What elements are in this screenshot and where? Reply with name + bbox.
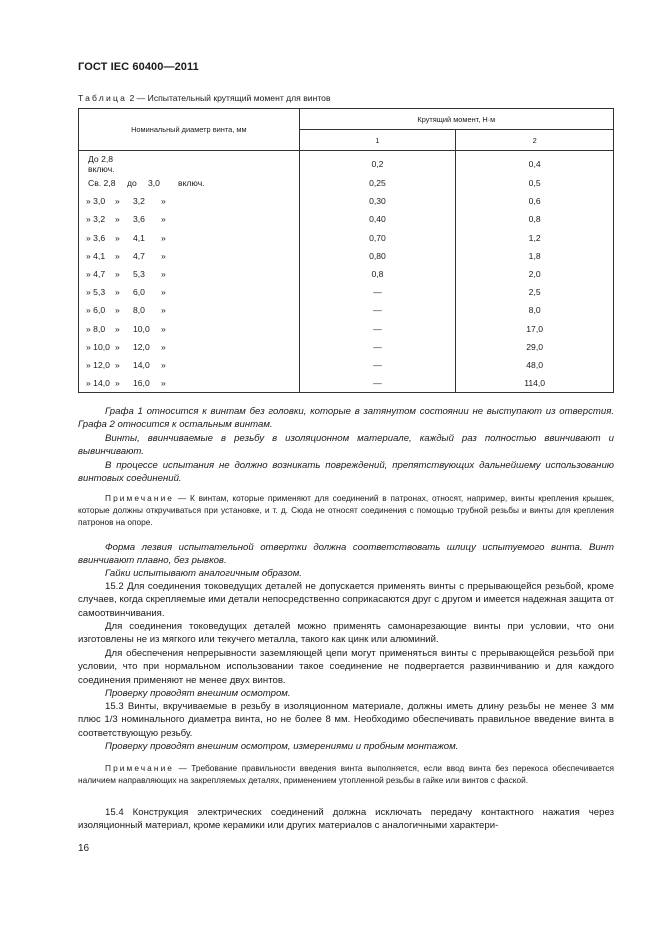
note-2-label: Примечание	[105, 763, 175, 773]
diameter-cell	[79, 301, 300, 319]
torque-v2-cell: 2,0	[456, 265, 614, 283]
diameter-part-a: » 3,0	[86, 196, 106, 207]
header-torque: Крутящий момент, Н·м	[299, 109, 613, 130]
torque-v2-cell: 29,0	[456, 338, 614, 356]
diameter-cell	[79, 247, 300, 265]
paragraph-15-3: 15.3 Винты, вкручиваемые в резьбу в изоляционном материале, должны иметь длину резьбы не менее 3 мм плюс 1/3 номинального диаметра винта, но не более 8 мм. Необходимо обеспечивать правильное введение винта в соответствующую резьбу.	[78, 701, 614, 739]
diameter-part-d: »	[161, 214, 166, 225]
paragraph-15-2: 15.2 Для соединения токоведущих деталей не допускается применять винты с прерывающейся резьбой, кроме случаев, когда скрепляемые ими детали непосредственно соприкасаются друг с другом и имеется надежная защита от самоотвинчивания.	[78, 581, 614, 619]
table-row	[79, 174, 614, 192]
diameter-part-c: 4,1	[133, 232, 145, 243]
diameter-part-d: »	[161, 232, 166, 243]
note-1-text: — К винтам, которые применяют для соединений в патронах, относят, например, винты крепления крышек, которые должны откручиваться при установке, и т. д. Сюда не относят соединения с помощью трубной резьбы и винты для крепления патронов на опоре.	[78, 493, 614, 528]
torque-v1-cell: —	[299, 283, 456, 301]
diameter-part-b: »	[115, 269, 120, 280]
diameter-part-a: Св. 2,8	[88, 178, 116, 189]
torque-v2-cell: 2,5	[456, 283, 614, 301]
note-2-text: — Требование правильности введения винта выполняется, если ввод винта без перекоса обеспечивается наличием направляющих на закрепляемых деталях, применением утопленной резьбы в гайке или винтов с фаской.	[78, 763, 614, 786]
torque-v2-cell: 0,8	[456, 210, 614, 228]
diameter-cell	[79, 229, 300, 247]
diameter-part-c: 5,3	[133, 269, 145, 280]
diameter-cell	[79, 210, 300, 228]
diameter-part-b: »	[115, 359, 120, 370]
diameter-part-a: » 4,1	[86, 250, 106, 261]
torque-v1-cell: 0,80	[299, 247, 456, 265]
table-row	[79, 283, 614, 301]
diameter-part-a: До 2,8 включ.	[88, 154, 115, 174]
torque-v2-cell: 114,0	[456, 374, 614, 393]
diameter-part-b: »	[115, 214, 120, 225]
document-header: ГОСТ IEC 60400—2011	[78, 61, 199, 73]
diameter-part-c: 6,0	[133, 287, 145, 298]
header-col-1: 1	[299, 130, 456, 151]
diameter-part-a: » 10,0	[86, 341, 110, 352]
diameter-cell	[79, 338, 300, 356]
diameter-part-b: »	[115, 196, 120, 207]
diameter-part-d: »	[161, 341, 166, 352]
header-col-2: 2	[456, 130, 614, 151]
diameter-cell	[79, 151, 300, 175]
torque-v1-cell: 0,2	[299, 151, 456, 175]
diameter-part-a: » 6,0	[86, 305, 106, 316]
diameter-part-b: »	[115, 341, 120, 352]
diameter-part-b: »	[115, 323, 120, 334]
paragraph-insulation-screws: Винты, ввинчиваемые в резьбу в изоляционном материале, каждый раз полностью ввинчивают и вывинчивают.	[78, 433, 614, 458]
table-row	[79, 320, 614, 338]
diameter-part-c: 3,0	[148, 178, 160, 189]
table-row	[79, 247, 614, 265]
diameter-part-b: »	[115, 287, 120, 298]
diameter-part-d: »	[161, 305, 166, 316]
table-caption	[78, 93, 331, 103]
diameter-cell	[79, 283, 300, 301]
diameter-part-c: 8,0	[133, 305, 145, 316]
diameter-part-d: »	[161, 359, 166, 370]
diameter-part-a: » 12,0	[86, 359, 110, 370]
diameter-part-a: » 14,0	[86, 378, 110, 389]
table-row	[79, 151, 614, 175]
paragraph-self-tapping: Для соединения токоведущих деталей можно применять самонарезающие винты при условии, что они изготовлены не из мягкого или текучего металла, такого как цинк или алюминий.	[78, 621, 614, 646]
table-row	[79, 356, 614, 374]
torque-v2-cell: 8,0	[456, 301, 614, 319]
table-row	[79, 338, 614, 356]
table-row	[79, 210, 614, 228]
diameter-part-d: включ.	[178, 178, 205, 189]
diameter-part-a: » 5,3	[86, 287, 106, 298]
diameter-part-d: »	[161, 378, 166, 389]
diameter-cell	[79, 192, 300, 210]
torque-v1-cell: 0,70	[299, 229, 456, 247]
paragraph-earthing: Для обеспечения непрерывности заземляющей цепи могут применяться винты с прерывающейся резьбой при условии, что при нормальном использовании такое соединение не подвергается развинчиванию и для каждого соединения применяют не менее двух винтов.	[78, 648, 614, 686]
paragraph-screwdriver-blade: Форма лезвия испытательной отвертки должна соответствовать шлицу испытуемого винта. Винт ввинчивают плавно, без рывков.	[78, 542, 614, 567]
diameter-part-c: 14,0	[133, 359, 150, 370]
torque-v1-cell: 0,40	[299, 210, 456, 228]
table-row	[79, 265, 614, 283]
diameter-part-a: » 8,0	[86, 323, 106, 334]
torque-v1-cell: —	[299, 374, 456, 393]
diameter-part-c: 10,0	[133, 323, 150, 334]
torque-v1-cell: 0,25	[299, 174, 456, 192]
diameter-part-b: »	[115, 378, 120, 389]
table-body	[79, 151, 614, 393]
diameter-part-c: 12,0	[133, 341, 150, 352]
diameter-part-b: до	[127, 178, 137, 189]
diameter-part-b: »	[115, 250, 120, 261]
torque-v2-cell: 0,6	[456, 192, 614, 210]
header-diameter: Номинальный диаметр винта, мм	[79, 109, 300, 151]
page-number: 16	[78, 843, 90, 854]
diameter-part-d: »	[161, 250, 166, 261]
diameter-part-d: »	[161, 196, 166, 207]
paragraph-no-damage: В процессе испытания не должно возникать повреждений, препятствующих дальнейшему использованию винтовых соединений.	[78, 460, 614, 485]
diameter-part-d: »	[161, 323, 166, 334]
note-1	[78, 492, 614, 529]
torque-v2-cell: 17,0	[456, 320, 614, 338]
torque-v1-cell: —	[299, 320, 456, 338]
torque-v1-cell: 0,30	[299, 192, 456, 210]
table-row	[79, 301, 614, 319]
diameter-part-a: » 3,2	[86, 214, 106, 225]
diameter-part-d: »	[161, 269, 166, 280]
paragraph-15-4: 15.4 Конструкция электрических соединений должна исключать передачу контактного нажатия через изоляционный материал, кроме керамики или других материалов с аналогичными характери-	[78, 807, 614, 832]
diameter-part-d: »	[161, 287, 166, 298]
table-row	[79, 192, 614, 210]
paragraph-nuts: Гайки испытывают аналогичным образом.	[105, 568, 302, 579]
paragraph-check-inspection: Проверку проводят внешним осмотром.	[105, 688, 291, 699]
diameter-cell	[79, 356, 300, 374]
diameter-part-c: 3,6	[133, 214, 145, 225]
note-1-label: Примечание	[105, 493, 175, 503]
note-2	[78, 762, 614, 786]
diameter-cell	[79, 320, 300, 338]
torque-table	[78, 108, 614, 393]
diameter-part-c: 16,0	[133, 378, 150, 389]
diameter-cell	[79, 374, 300, 393]
torque-v1-cell: —	[299, 356, 456, 374]
torque-v2-cell: 1,8	[456, 247, 614, 265]
torque-v2-cell: 48,0	[456, 356, 614, 374]
diameter-part-a: » 4,7	[86, 269, 106, 280]
torque-v1-cell: —	[299, 338, 456, 356]
torque-v2-cell: 1,2	[456, 229, 614, 247]
torque-v1-cell: 0,8	[299, 265, 456, 283]
diameter-cell	[79, 265, 300, 283]
table-caption-text: 2 — Испытательный крутящий момент для винтов	[127, 93, 331, 103]
torque-v1-cell: —	[299, 301, 456, 319]
diameter-part-c: 3,2	[133, 196, 145, 207]
torque-v2-cell: 0,5	[456, 174, 614, 192]
table-caption-label: Таблица	[78, 93, 128, 103]
diameter-part-b: »	[115, 232, 120, 243]
table-row	[79, 374, 614, 393]
diameter-part-a: » 3,6	[86, 232, 106, 243]
diameter-part-b: »	[115, 305, 120, 316]
table-row	[79, 229, 614, 247]
torque-v2-cell: 0,4	[456, 151, 614, 175]
diameter-cell	[79, 174, 300, 192]
paragraph-column-note: Графа 1 относится к винтам без головки, которые в затянутом состоянии не выступают из отверстия. Графа 2 относится к остальным винтам.	[78, 406, 614, 431]
diameter-part-c: 4,7	[133, 250, 145, 261]
paragraph-check-measurement: Проверку проводят внешним осмотром, измерениями и пробным монтажом.	[105, 741, 459, 752]
